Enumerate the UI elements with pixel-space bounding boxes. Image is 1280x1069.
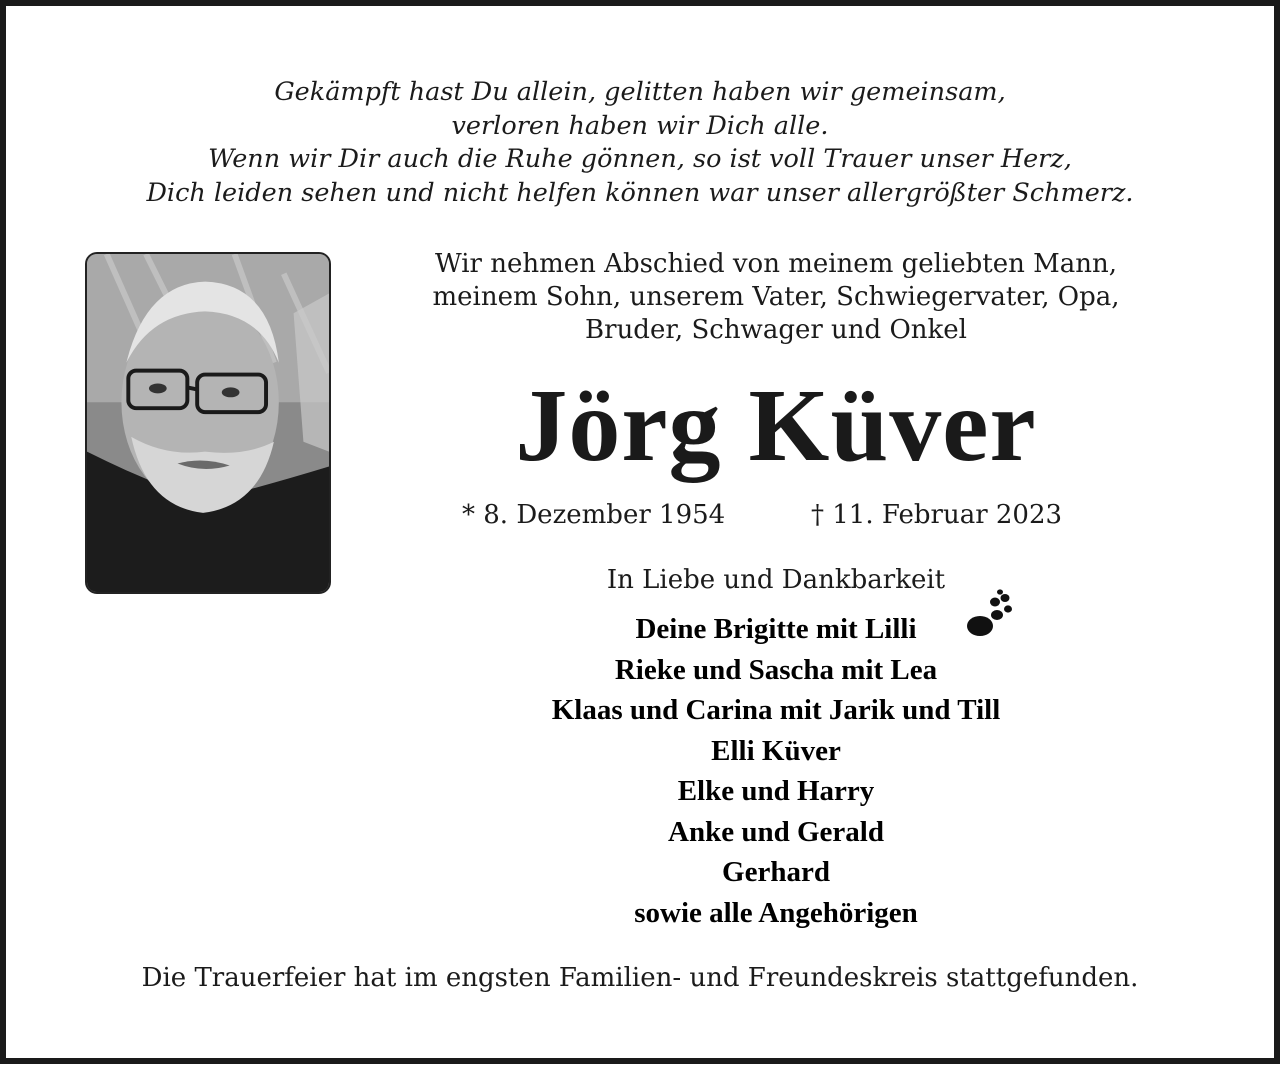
mourner: sowie alle Angehörigen: [634, 896, 918, 929]
intro-line: meinem Sohn, unserem Vater, Schwiegervater, Opa,: [432, 282, 1120, 312]
mourner: Elke und Harry: [677, 775, 875, 807]
death-date: † 11. Februar 2023: [811, 500, 1063, 530]
poem-line: verloren haben wir Dich alle.: [451, 110, 829, 141]
mourner: Rieke und Sascha mit Lea: [614, 653, 938, 686]
mourner: Gerhard: [722, 856, 830, 888]
intro-line: Wir nehmen Abschied von meinem geliebten Mann,: [434, 249, 1118, 279]
memorial-poem: [46, 76, 1234, 210]
mourners-list: [366, 609, 1186, 933]
intro-line: Bruder, Schwager und Onkel: [585, 315, 967, 345]
mourner: Anke und Gerald: [668, 815, 884, 848]
poem-line: Gekämpft hast Du allein, gelitten haben wir gemeinsam,: [274, 77, 1006, 107]
farewell-intro: [366, 248, 1186, 347]
mourner: Klaas und Carina mit Jarik und Till: [551, 694, 1001, 726]
poem-line: Wenn wir Dir auch die Ruhe gönnen, so ist voll Trauer unser Herz,: [208, 144, 1072, 174]
thanks-line: In Liebe und Dankbarkeit: [606, 565, 946, 595]
mourner: Deine Brigitte mit Lilli: [635, 613, 917, 645]
birth-date: * 8. Dezember 1954: [462, 500, 726, 530]
funeral-note: Die Trauerfeier hat im engsten Familien- und Freundeskreis stattgefunden.: [141, 963, 1139, 993]
poem-line: Dich leiden sehen und nicht helfen können war unser allergrößter Schmerz.: [146, 177, 1134, 208]
portrait-photo: [85, 252, 331, 594]
mourner: Elli Küver: [711, 734, 841, 767]
deceased-name: Jörg Küver: [515, 368, 1037, 483]
